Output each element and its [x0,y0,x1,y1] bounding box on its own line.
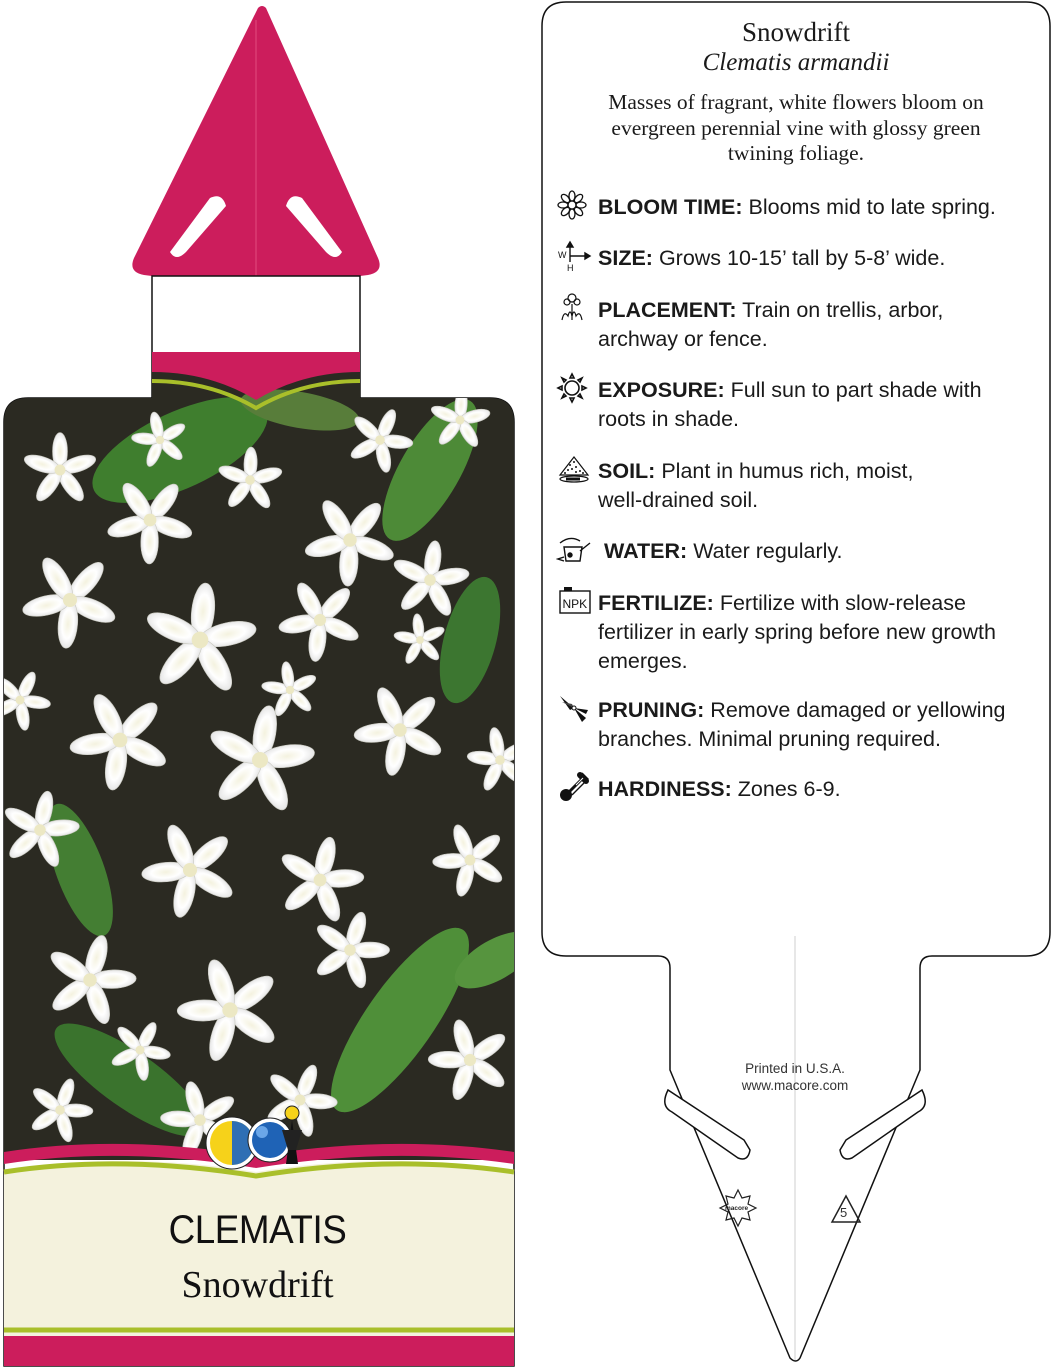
watering-can-icon [556,533,594,565]
care-fertilize [556,589,1046,676]
care-label: SIZE: [598,246,653,270]
svg-text:W: W [558,250,567,260]
care-value: Full sun to part shade with [730,378,982,402]
care-exposure [556,376,1046,434]
back-botanical-name: Clematis armandii [702,49,890,76]
care-value: Train on trellis, arbor, [742,298,944,322]
care-label: WATER: [604,539,688,563]
npk-fertilizer-icon [556,585,594,617]
description-line: twining foliage. [727,141,865,165]
flower-icon [556,189,594,221]
recycle-number: 5 [840,1205,848,1220]
back-common-name: Snowdrift [742,17,850,47]
placement-plants-icon [556,292,594,324]
clematis-photo [0,360,544,1170]
care-value: Water regularly. [693,539,843,563]
description-line: evergreen perennial vine with glossy green [611,115,981,140]
care-label: PLACEMENT: [598,298,737,322]
soil-icon [556,453,594,485]
care-label: HARDINESS: [598,777,732,801]
care-value: branches. Minimal pruning required. [598,727,941,751]
care-value: fertilizer in early spring before new growth [598,620,996,644]
printed-country: Printed in U.S.A. [745,1061,845,1076]
care-value: Plant in humus rich, moist, [661,459,914,483]
care-label: SOIL: [598,459,656,483]
thermometer-icon [556,771,594,803]
front-tag [0,6,544,1366]
care-value: archway or fence. [598,327,768,351]
care-label: FERTILIZE: [598,591,714,615]
front-genus-name: CLEMATIS [168,1208,347,1252]
care-value: Remove damaged or yellowing [710,698,1006,722]
care-value: well-drained soil. [598,488,759,512]
care-pruning [556,696,1046,754]
care-bloom-time [556,193,1046,222]
care-value: Grows 10-15’ tall by 5-8’ wide. [658,246,946,270]
front-tag-bottom-strip [4,1336,514,1366]
sun-icon [556,372,594,404]
care-value: Blooms mid to late spring. [748,195,996,219]
pruning-shears-icon [556,692,594,724]
care-size [556,244,1046,273]
svg-text:NPK: NPK [562,597,588,611]
care-value: Fertilize with slow-release [719,591,966,615]
care-value: emerges. [598,649,688,673]
size-arrows-icon [556,240,594,272]
description-line: Masses of fragrant, white flowers bloom on [608,90,984,114]
macore-logo-text: macore [725,1205,749,1212]
care-label: PRUNING: [598,698,705,722]
care-water [556,537,1046,566]
care-placement [556,296,1046,354]
back-description [572,90,1020,167]
svg-text:H: H [567,263,574,272]
care-label: BLOOM TIME: [598,195,743,219]
care-value: roots in shade. [598,407,740,431]
front-cultivar-name: Snowdrift [181,1264,334,1306]
care-soil [556,457,1046,515]
care-hardiness [556,775,1046,804]
care-value: Zones 6-9. [737,777,841,801]
printed-info [690,1060,900,1094]
printed-website: www.macore.com [741,1078,849,1093]
care-label: EXPOSURE: [598,378,725,402]
